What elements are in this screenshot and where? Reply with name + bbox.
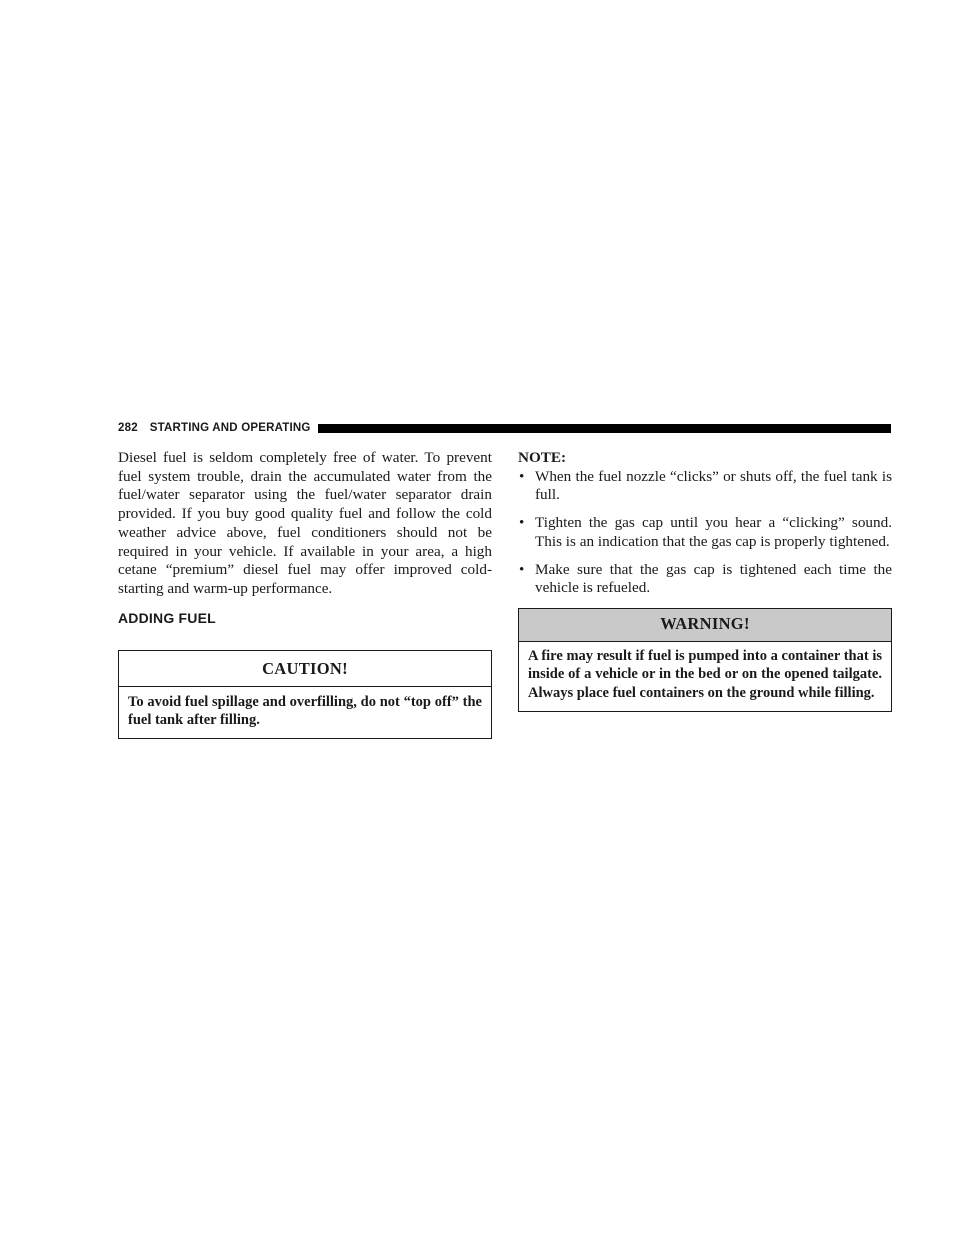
- bullet-text: Make sure that the gas cap is tightened each time the vehicle is refueled.: [535, 560, 892, 597]
- warning-box: [518, 608, 892, 712]
- caution-text: To avoid fuel spillage and overfilling, do not “top off” the fuel tank after filling.: [128, 693, 482, 729]
- adding-fuel-heading: ADDING FUEL: [118, 609, 216, 626]
- bullet-text: When the fuel nozzle “clicks” or shuts off, the fuel tank is full.: [535, 467, 892, 504]
- list-item: [518, 468, 892, 505]
- bullet-icon: •: [519, 514, 525, 532]
- bullet-text: Tighten the gas cap until you hear a “clicking” sound. This is an indication that the gas cap is properly tightened.: [535, 514, 892, 550]
- bullet-icon: •: [519, 560, 525, 578]
- caution-box: [118, 650, 492, 740]
- page-number: 282: [118, 422, 138, 434]
- section-title: STARTING AND OPERATING: [149, 422, 311, 434]
- left-column: [118, 449, 492, 739]
- warning-title: WARNING!: [519, 609, 891, 642]
- note-label: NOTE:: [518, 449, 567, 466]
- warning-text: A fire may result if fuel is pumped into a container that is inside of a vehicle or in the bed or on the opened tailgate. Always place fuel containers on the ground while filling.: [528, 647, 882, 701]
- intro-paragraph: Diesel fuel is seldom completely free of water. To prevent fuel system trouble, drain the accumulated water from the fuel/water separator using the fuel/water separator drain provided. If you buy good quality fuel and follow the cold weather advice above, fuel conditioners should not be required in your vehicle. If available in your area, a high cetane “premium” diesel fuel may offer improved cold-starting and warm-up performance.: [118, 449, 492, 597]
- list-item: [518, 514, 892, 551]
- bullet-icon: •: [519, 467, 525, 485]
- list-item: [518, 561, 892, 598]
- header-rule: [318, 424, 891, 433]
- page-header: [118, 420, 891, 436]
- note-bullet-list: [518, 468, 892, 598]
- caution-title: CAUTION!: [119, 651, 491, 687]
- right-column: [518, 449, 892, 712]
